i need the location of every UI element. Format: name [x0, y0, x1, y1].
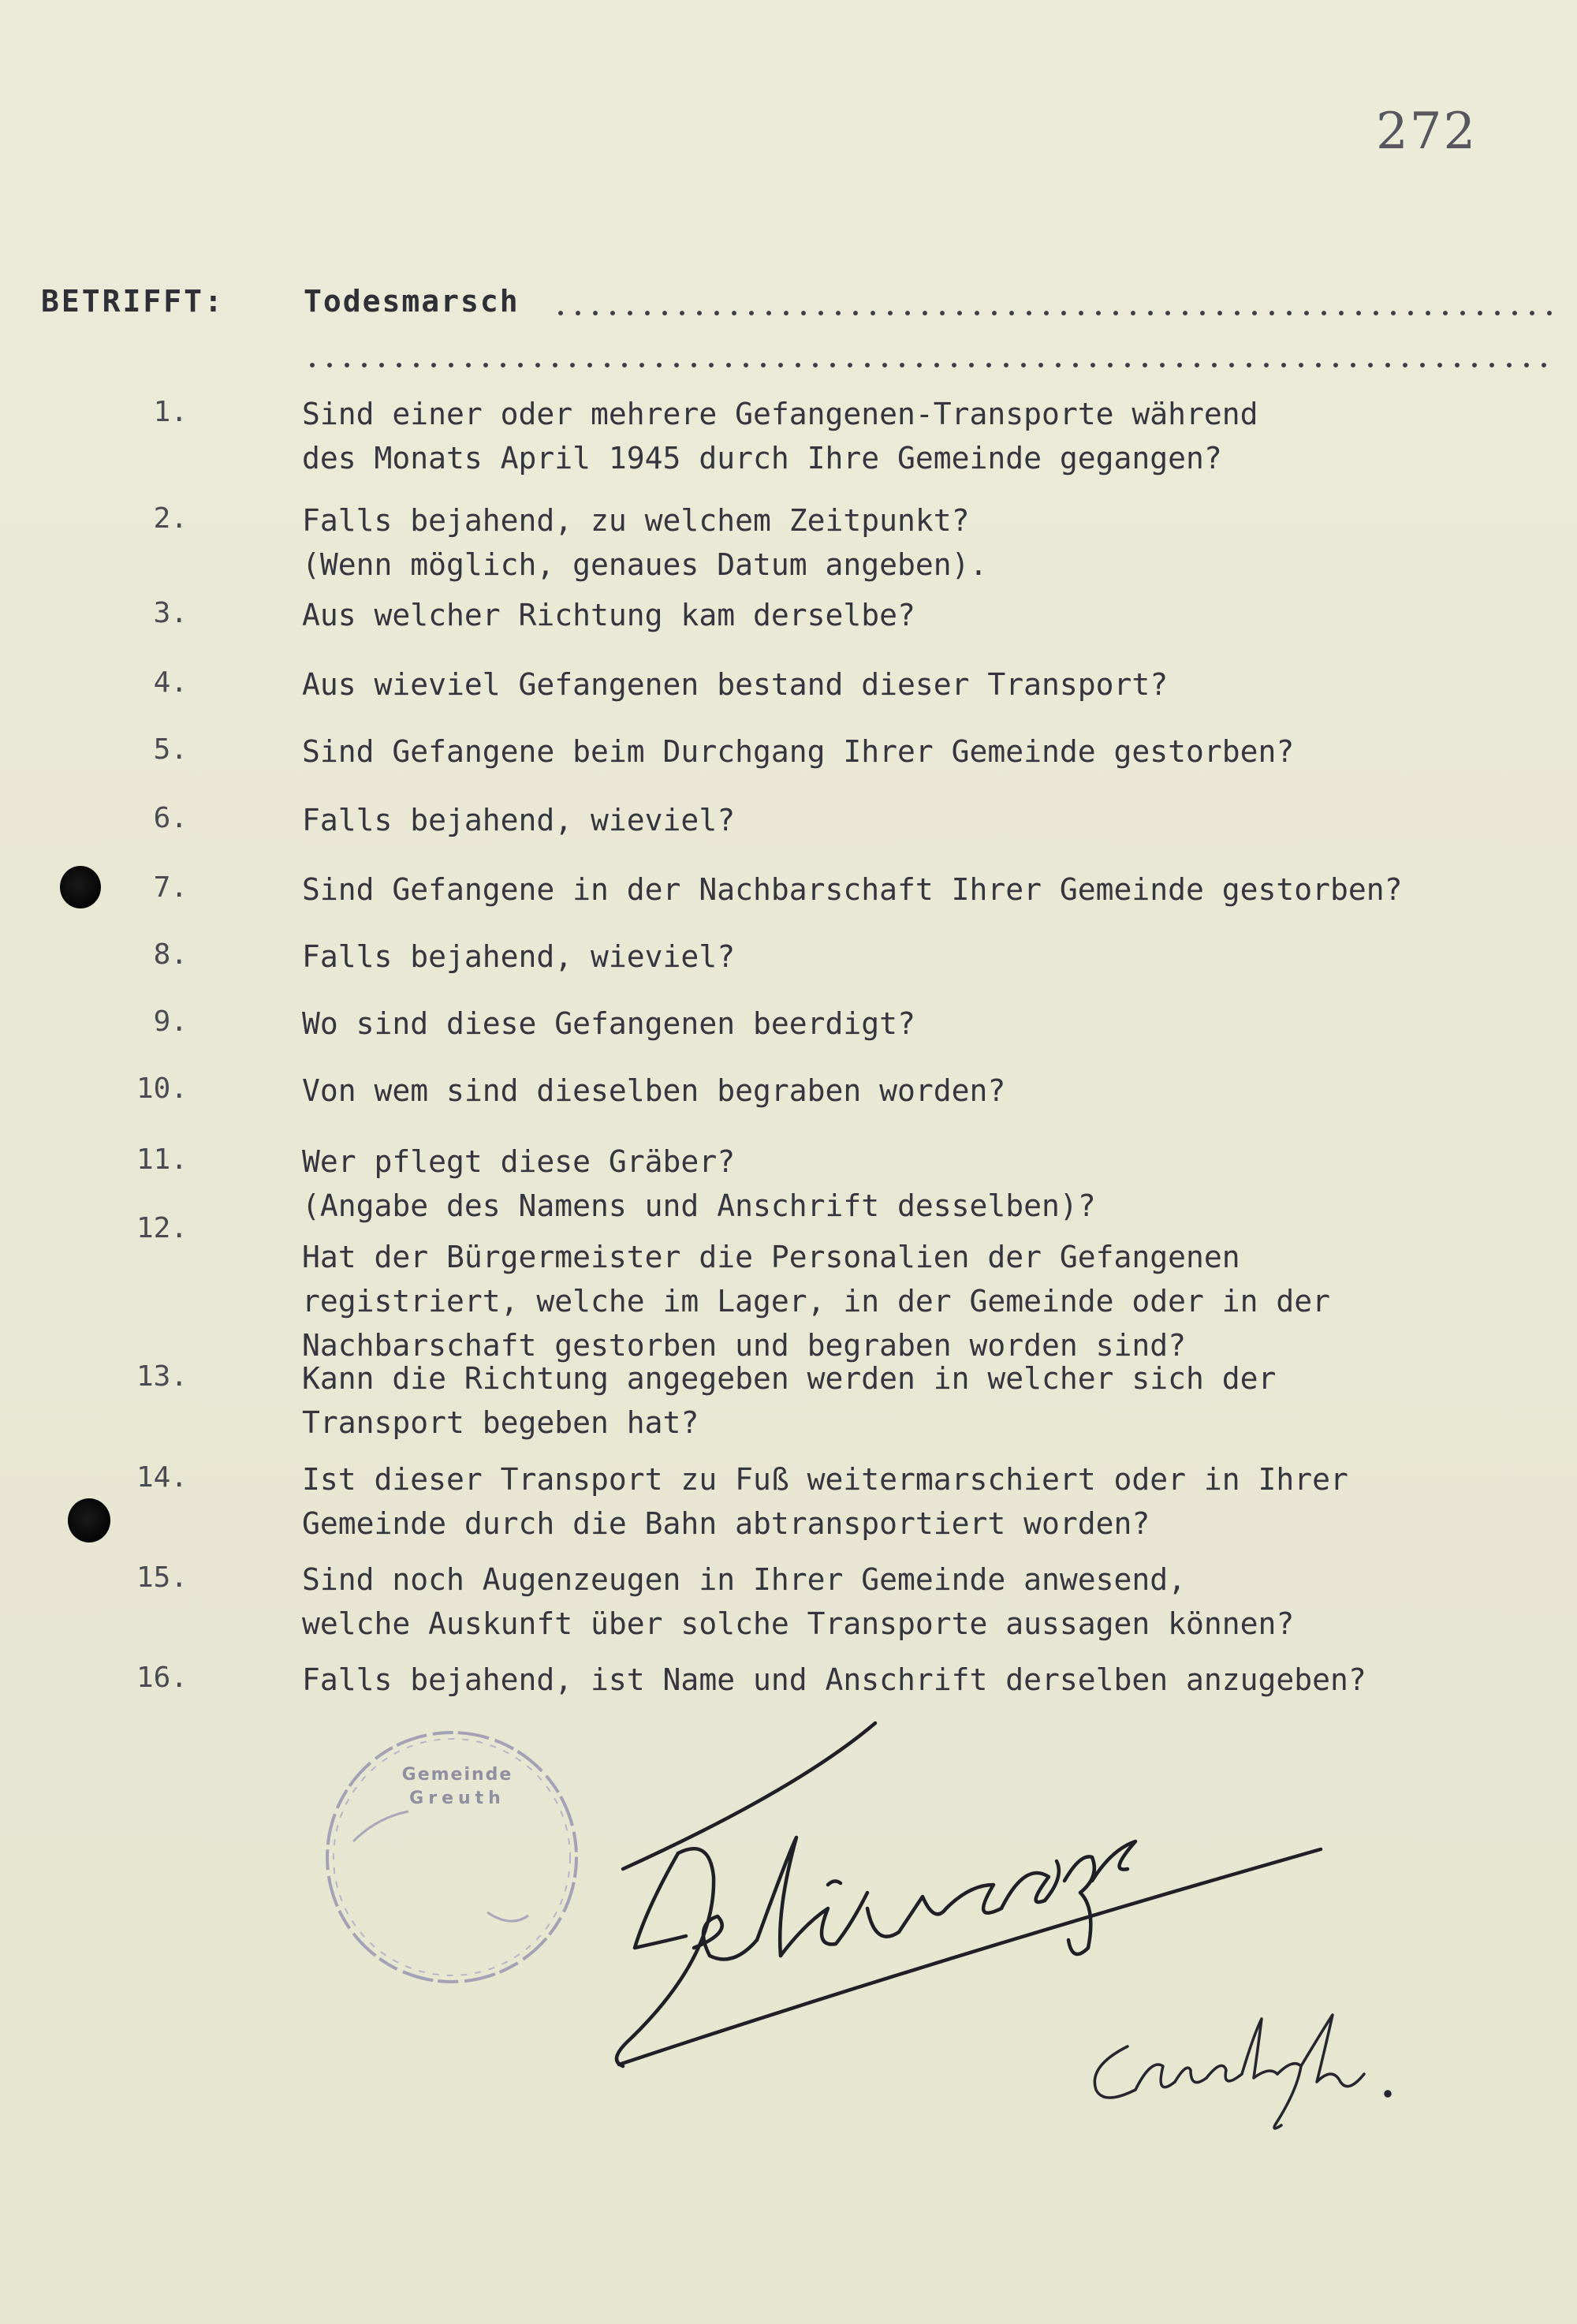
question-text: Falls bejahend, wieviel?: [302, 803, 736, 837]
question-text: Sind einer oder mehrere Gefangenen-Transporte während des Monats April 1945 durch Ihre Gemeinde gegangen?: [302, 397, 1258, 476]
question-number: 2.: [153, 502, 188, 535]
page-number: 272: [1376, 103, 1478, 161]
subject-label: BETRIFFT:: [41, 284, 225, 319]
question-number: 5.: [153, 733, 188, 766]
question-number: 16.: [136, 1662, 188, 1694]
question-text: Sind Gefangene in der Nachbarschaft Ihrer Gemeinde gestorben?: [302, 872, 1403, 907]
stamp-line-1: Gemeinde: [401, 1765, 513, 1785]
signature: [1094, 2015, 1390, 2128]
question-text: Falls bejahend, ist Name und Anschrift derselben anzugeben?: [302, 1662, 1366, 1697]
subject-dotted-line: [552, 309, 1553, 317]
handwritten-remark: [617, 1723, 1321, 2066]
question-text: Ist dieser Transport zu Fuß weitermarschiert oder in Ihrer Gemeinde durch die Bahn abtransportiert worden?: [302, 1462, 1348, 1541]
question-text: Sind noch Augenzeugen in Ihrer Gemeinde anwesend, welche Auskunft über solche Transporte aussagen können?: [302, 1562, 1295, 1641]
question-number: 9.: [153, 1005, 188, 1038]
question-number: 14.: [136, 1461, 188, 1494]
question-text: Aus wieviel Gefangenen bestand dieser Transport?: [302, 667, 1169, 702]
question-number: 3.: [153, 597, 188, 629]
question-number: 10.: [136, 1072, 188, 1105]
question-text: Falls bejahend, wieviel?: [302, 939, 736, 974]
question-text: Hat der Bürgermeister die Personalien der Gefangenen registriert, welche im Lager, in der Gemeinde oder in der Nachbarschaft gestorben und begraben worden sind?: [302, 1240, 1331, 1363]
municipal-stamp: [322, 1723, 582, 1991]
question-number: 8.: [153, 938, 188, 971]
question-text: Sind Gefangene beim Durchgang Ihrer Gemeinde gestorben?: [302, 734, 1295, 769]
subject-value: Todesmarsch: [304, 284, 520, 319]
question-number: 1.: [153, 396, 188, 428]
question-number: 15.: [136, 1561, 188, 1594]
punch-hole: [60, 866, 101, 908]
question-text: Wer pflegt diese Gräber? (Angabe des Namens und Anschrift desselben)?: [302, 1144, 1096, 1223]
question-text: Wo sind diese Gefangenen beerdigt?: [302, 1006, 915, 1041]
question-text: Von wem sind dieselben begraben worden?: [302, 1073, 1006, 1108]
question-text: Kann die Richtung angegeben werden in welcher sich der Transport begeben hat?: [302, 1361, 1277, 1440]
question-number: 7.: [153, 871, 188, 904]
question-number: 4.: [153, 666, 188, 699]
question-text: Aus welcher Richtung kam derselbe?: [302, 598, 915, 632]
question-text: Falls bejahend, zu welchem Zeitpunkt? (Wenn möglich, genaues Datum angeben).: [302, 503, 988, 582]
question-number: 6.: [153, 802, 188, 834]
punch-hole: [68, 1498, 110, 1542]
question-number: 11.: [136, 1143, 188, 1176]
question-number: 13.: [136, 1360, 188, 1393]
stamp-line-2: Greuth: [409, 1789, 505, 1808]
question-number: 12.: [136, 1212, 188, 1244]
subject-dotted-line-2: [304, 361, 1553, 369]
